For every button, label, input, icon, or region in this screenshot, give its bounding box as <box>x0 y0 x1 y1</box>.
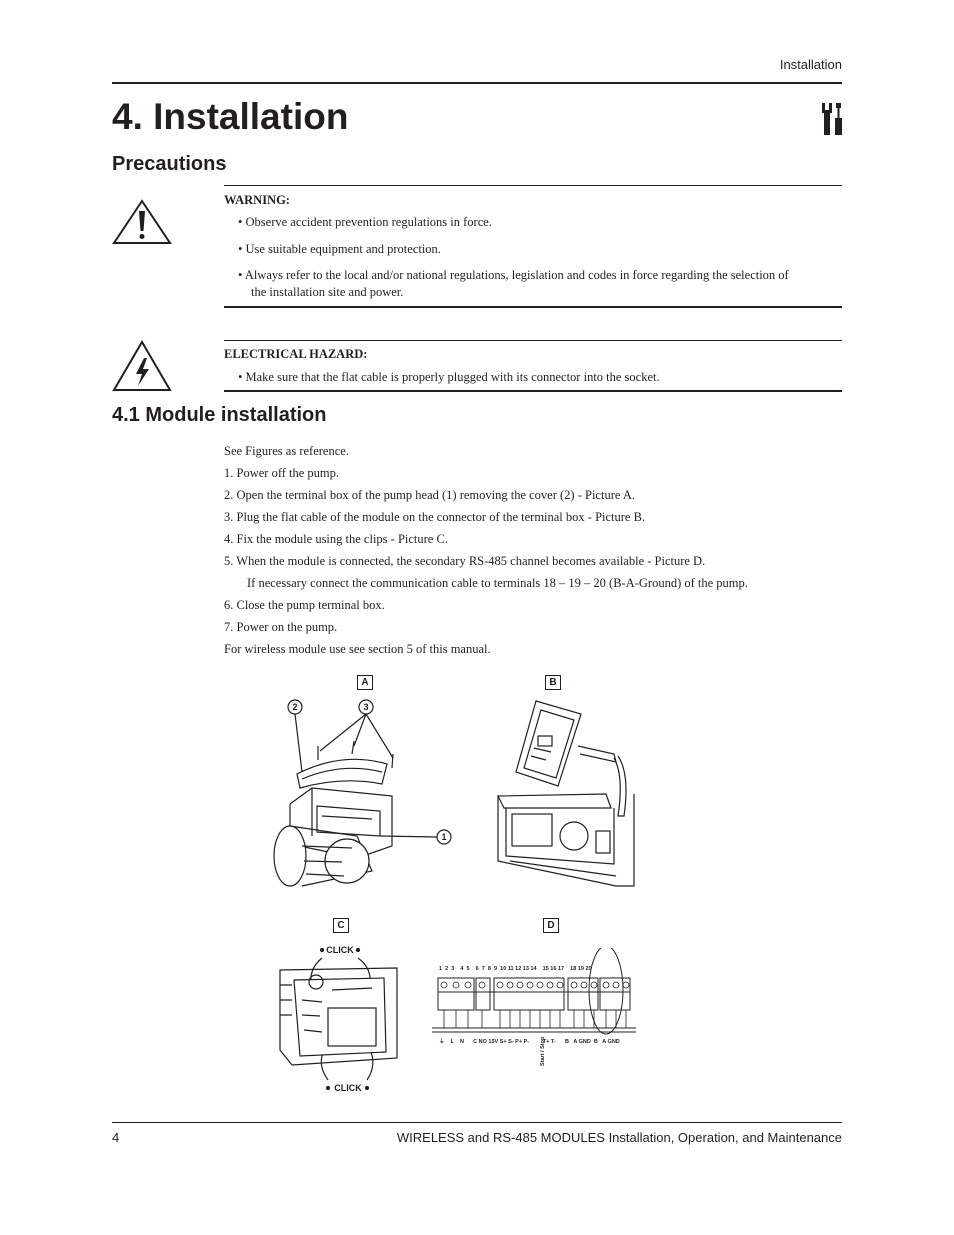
terminal-screw <box>591 982 597 988</box>
figure-d-start-stop: Start / Stop <box>540 1036 546 1066</box>
figure-a-label: A <box>357 675 373 690</box>
figure-c-label: C <box>333 918 349 933</box>
warning-item: • Observe accident prevention regulations in force. <box>238 215 492 229</box>
chapter-title: 4. Installation <box>112 96 349 137</box>
figure-c-click-top: CLICK <box>326 945 354 955</box>
figure-d-terminal-numbers: 1 2 3 4 5 6 7 8 9 10 11 12 13 14 15 16 17 18 19 20 <box>439 966 592 972</box>
footer-rule <box>112 1122 842 1123</box>
hazard-top-rule <box>224 340 842 341</box>
installation-steps <box>224 442 844 662</box>
step-line: 3. Plug the flat cable of the module on the connector of the terminal box - Picture B. <box>224 510 646 524</box>
running-head: Installation <box>779 57 842 72</box>
terminal-screw <box>571 982 577 988</box>
figure-c-module-clips <box>272 940 402 1095</box>
terminal-screw <box>557 982 563 988</box>
figure-a-callout-3: 3 <box>363 702 369 712</box>
page-number: 4 <box>112 1130 120 1145</box>
figure-d-terminal-diagram <box>432 948 638 1070</box>
terminal-screw <box>497 982 503 988</box>
terminal-screw <box>603 982 609 988</box>
precautions-heading: Precautions <box>112 153 227 175</box>
terminal-screw <box>537 982 543 988</box>
terminal-screw <box>547 982 553 988</box>
terminal-screw <box>613 982 619 988</box>
step-line: 7. Power on the pump. <box>224 620 338 634</box>
figure-a-pump-illustration <box>262 696 462 896</box>
electrical-hazard-icon <box>112 340 172 392</box>
electrical-hazard-title: ELECTRICAL HAZARD: <box>224 347 368 361</box>
warning-item: • Use suitable equipment and protection. <box>238 242 441 256</box>
warning-top-rule <box>224 185 842 186</box>
terminal-screw <box>465 982 471 988</box>
step-line: If necessary connect the communication cable to terminals 18 – 19 – 20 (B-A-Ground) of the pump. <box>247 576 748 590</box>
step-line: 4. Fix the module using the clips - Picture C. <box>224 532 448 546</box>
warning-item: • Always refer to the local and/or national regulations, legislation and codes in force regarding the selection of <box>238 268 789 282</box>
warning-bottom-rule <box>224 306 842 308</box>
warning-triangle-icon <box>112 199 172 245</box>
figure-d-terminal-labels: ⏚ L N C NO 15V S+ S- P+ P- T+ T- B A GND B A GND <box>439 1039 620 1045</box>
step-line: 5. When the module is connected, the secondary RS-485 channel becomes available - Picture D. <box>224 554 706 568</box>
step-line: 1. Power off the pump. <box>224 466 340 480</box>
figure-d-label: D <box>543 918 559 933</box>
step-line: See Figures as reference. <box>224 444 349 458</box>
terminal-screw <box>517 982 523 988</box>
step-line: 6. Close the pump terminal box. <box>224 598 385 612</box>
warning-title: WARNING: <box>224 193 290 207</box>
terminal-screw <box>527 982 533 988</box>
terminal-screw <box>453 982 459 988</box>
figure-b-label: B <box>545 675 561 690</box>
figure-a-callout-2: 2 <box>292 702 298 712</box>
step-line: 2. Open the terminal box of the pump head (1) removing the cover (2) - Picture A. <box>224 488 635 502</box>
step-line: For wireless module use see section 5 of this manual. <box>224 642 491 656</box>
electrical-hazard-item: • Make sure that the flat cable is properly plugged with its connector into the socket. <box>238 370 660 384</box>
terminal-screw <box>479 982 485 988</box>
terminal-screw <box>441 982 447 988</box>
terminal-screw <box>507 982 513 988</box>
figure-a-callout-1: 1 <box>441 832 447 842</box>
figure-c-click-bottom: CLICK <box>334 1083 362 1093</box>
hazard-bottom-rule <box>224 390 842 392</box>
terminal-screw <box>581 982 587 988</box>
tools-icon <box>822 103 844 135</box>
terminal-screw <box>623 982 629 988</box>
figure-b-module-connection <box>496 696 638 896</box>
warning-item: the installation site and power. <box>251 285 404 299</box>
footer-title: WIRELESS and RS-485 MODULES Installation, Operation, and Maintenance <box>396 1130 842 1145</box>
module-installation-heading: 4.1 Module installation <box>112 404 327 426</box>
header-rule <box>112 82 842 84</box>
